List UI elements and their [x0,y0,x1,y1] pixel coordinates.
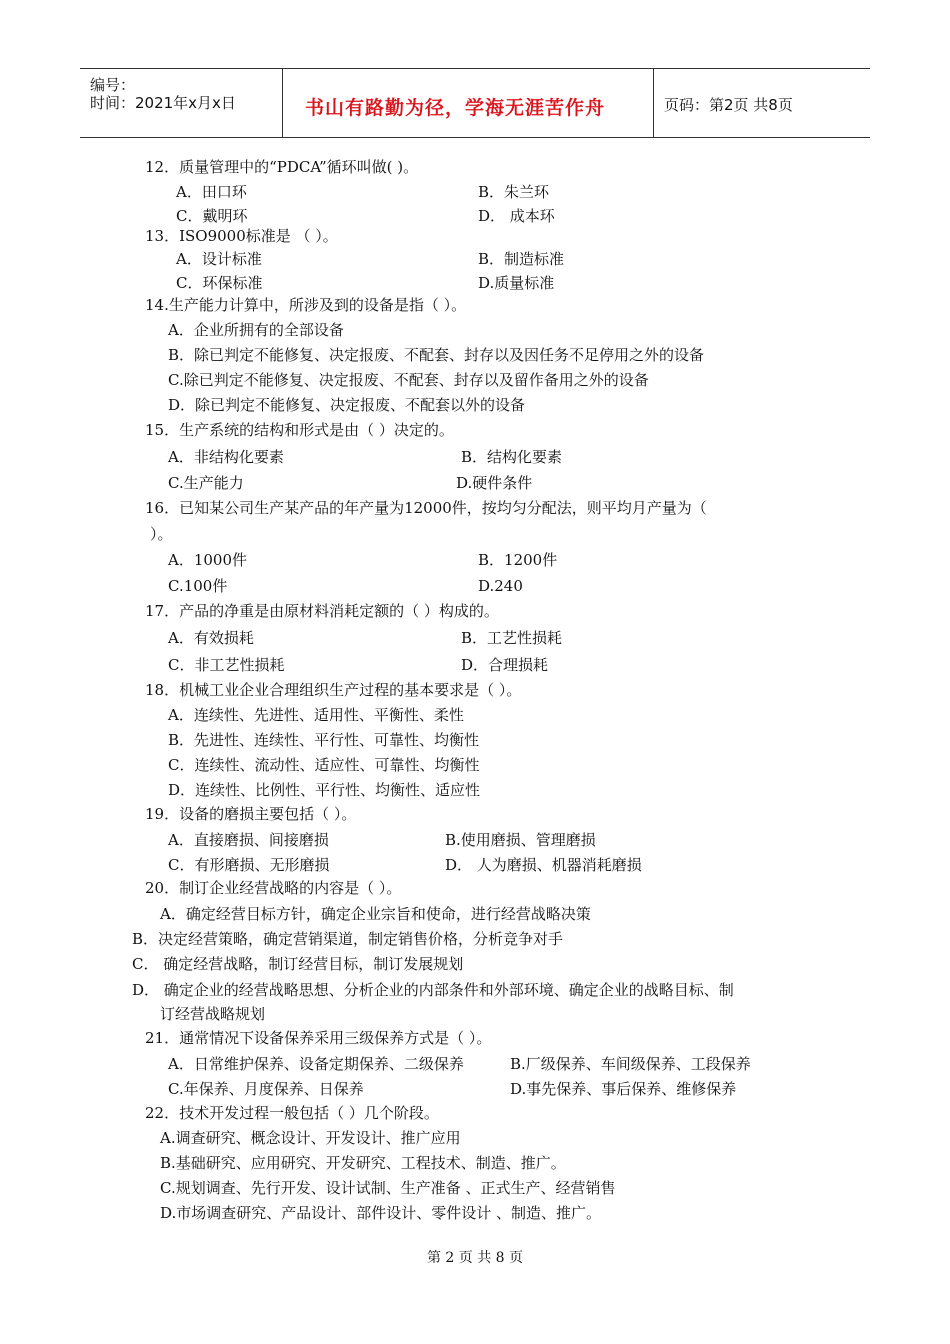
question-15-option-a: A．非结构化要素 [168,448,284,466]
question-14-option-a: A．企业所拥有的全部设备 [168,321,344,339]
question-13-option-b: B．制造标准 [478,250,565,268]
question-19: 19．设备的磨损主要包括（ ）。 [145,805,357,823]
header-motto-cell [283,69,654,137]
question-19-option-a: A．直接磨损、间接磨损 [168,831,329,849]
question-20-option-b: B．决定经营策略，确定营销渠道，制定销售价格，分析竞争对手 [132,930,564,948]
question-22-option-b: B.基础研究、应用研究、开发研究、工程技术、制造、推广。 [160,1154,566,1172]
question-22-option-a: A.调查研究、概念设计、开发设计、推广应用 [160,1129,461,1147]
question-12: 12．质量管理中的“PDCA”循环叫做( )。 [145,158,419,176]
page-header [80,68,870,138]
question-19-option-c: C．有形磨损、无形磨损 [168,856,330,874]
question-20-option-c: C． 确定经营战略，制订经营目标，制订发展规划 [132,955,464,973]
question-14: 14.生产能力计算中，所涉及到的设备是指（ ）。 [145,296,467,314]
page-number-label: 页码：第2页 共8页 [664,96,793,114]
question-17-option-d: D．合理损耗 [461,656,549,674]
question-17-option-a: A．有效损耗 [168,629,254,647]
question-17-option-c: C．非工艺性损耗 [168,656,285,674]
question-13-option-a: A．设计标准 [176,250,262,268]
question-20: 20．制订企业经营战略的内容是（ ）。 [145,879,402,897]
question-18: 18．机械工业企业合理组织生产过程的基本要求是（ ）。 [145,681,522,699]
question-14-option-b: B．除已判定不能修复、决定报废、不配套、封存以及因任务不足停用之外的设备 [168,346,705,364]
question-22-option-d: D.市场调查研究、产品设计、部件设计、零件设计 、制造、推广。 [160,1204,602,1222]
question-16-option-a: A．1000件 [168,551,248,569]
question-12-option-d: D． 成本环 [478,207,555,225]
header-info-cell [80,69,283,137]
question-19-option-b: B.使用磨损、管理磨损 [445,831,596,849]
question-16-option-d: D.240 [478,577,523,595]
date-label: 时间：2021年x月x日 [90,94,236,112]
question-19-option-d: D． 人为磨损、机器消耗磨损 [445,856,642,874]
serial-number-label: 编号： [90,76,136,94]
question-18-option-c: C．连续性、流动性、适应性、可靠性、均衡性 [168,756,480,774]
question-21: 21．通常情况下设备保养采用三级保养方式是（ ）。 [145,1029,492,1047]
motto-text: 书山有路勤为径，学海无涯苦作舟 [305,97,606,119]
question-16-option-b: B．1200件 [478,551,558,569]
question-21-option-d: D.事先保养、事后保养、维修保养 [510,1080,737,1098]
question-12-option-a: A．田口环 [176,183,247,201]
question-21-option-a: A．日常维护保养、设备定期保养、二级保养 [168,1055,464,1073]
question-20-option-a: A．确定经营目标方针，确定企业宗旨和使命，进行经营战略决策 [160,905,591,923]
question-14-option-c: C.除已判定不能修复、决定报废、不配套、封存以及留作备用之外的设备 [168,371,649,389]
question-18-option-a: A．连续性、先进性、适用性、平衡性、柔性 [168,706,464,724]
question-16: 16．已知某公司生产某产品的年产量为12000件，按均匀分配法，则平均月产量为（ [145,499,707,517]
question-21-option-b: B.厂级保养、车间级保养、工段保养 [510,1055,751,1073]
question-13-option-c: C．环保标准 [176,274,263,292]
question-14-option-d: D．除已判定不能修复、决定报废、不配套以外的设备 [168,396,526,414]
question-12-option-b: B．朱兰环 [478,183,550,201]
question-16-continued: ）。 [150,525,173,543]
question-15-option-c: C.生产能力 [168,474,244,492]
question-12-option-c: C．戴明环 [176,207,248,225]
header-page-cell [654,69,870,137]
question-20-option-d-continued: 订经营战略规划 [160,1005,266,1023]
question-18-option-d: D．连续性、比例性、平行性、均衡性、适应性 [168,781,481,799]
question-17: 17．产品的净重是由原材料消耗定额的（ ）构成的。 [145,602,499,620]
question-20-option-d: D． 确定企业的经营战略思想、分析企业的内部条件和外部环境、确定企业的战略目标、制 [132,981,734,999]
question-22-option-c: C.规划调查、先行开发、设计试制、生产准备 、正式生产、经营销售 [160,1179,616,1197]
question-15: 15．生产系统的结构和形式是由（ ）决定的。 [145,421,454,439]
question-13-option-d: D.质量标准 [478,274,555,292]
question-18-option-b: B．先进性、连续性、平行性、可靠性、均衡性 [168,731,480,749]
question-22: 22．技术开发过程一般包括（ ）几个阶段。 [145,1104,439,1122]
question-15-option-b: B．结构化要素 [461,448,563,466]
page-footer: 第 2 页 共 8 页 [426,1250,524,1266]
question-21-option-c: C.年保养、月度保养、日保养 [168,1080,364,1098]
question-16-option-c: C.100件 [168,577,228,595]
question-17-option-b: B．工艺性损耗 [461,629,563,647]
question-15-option-d: D.硬件条件 [456,474,533,492]
question-13: 13．ISO9000标准是 （ ）。 [145,227,338,245]
